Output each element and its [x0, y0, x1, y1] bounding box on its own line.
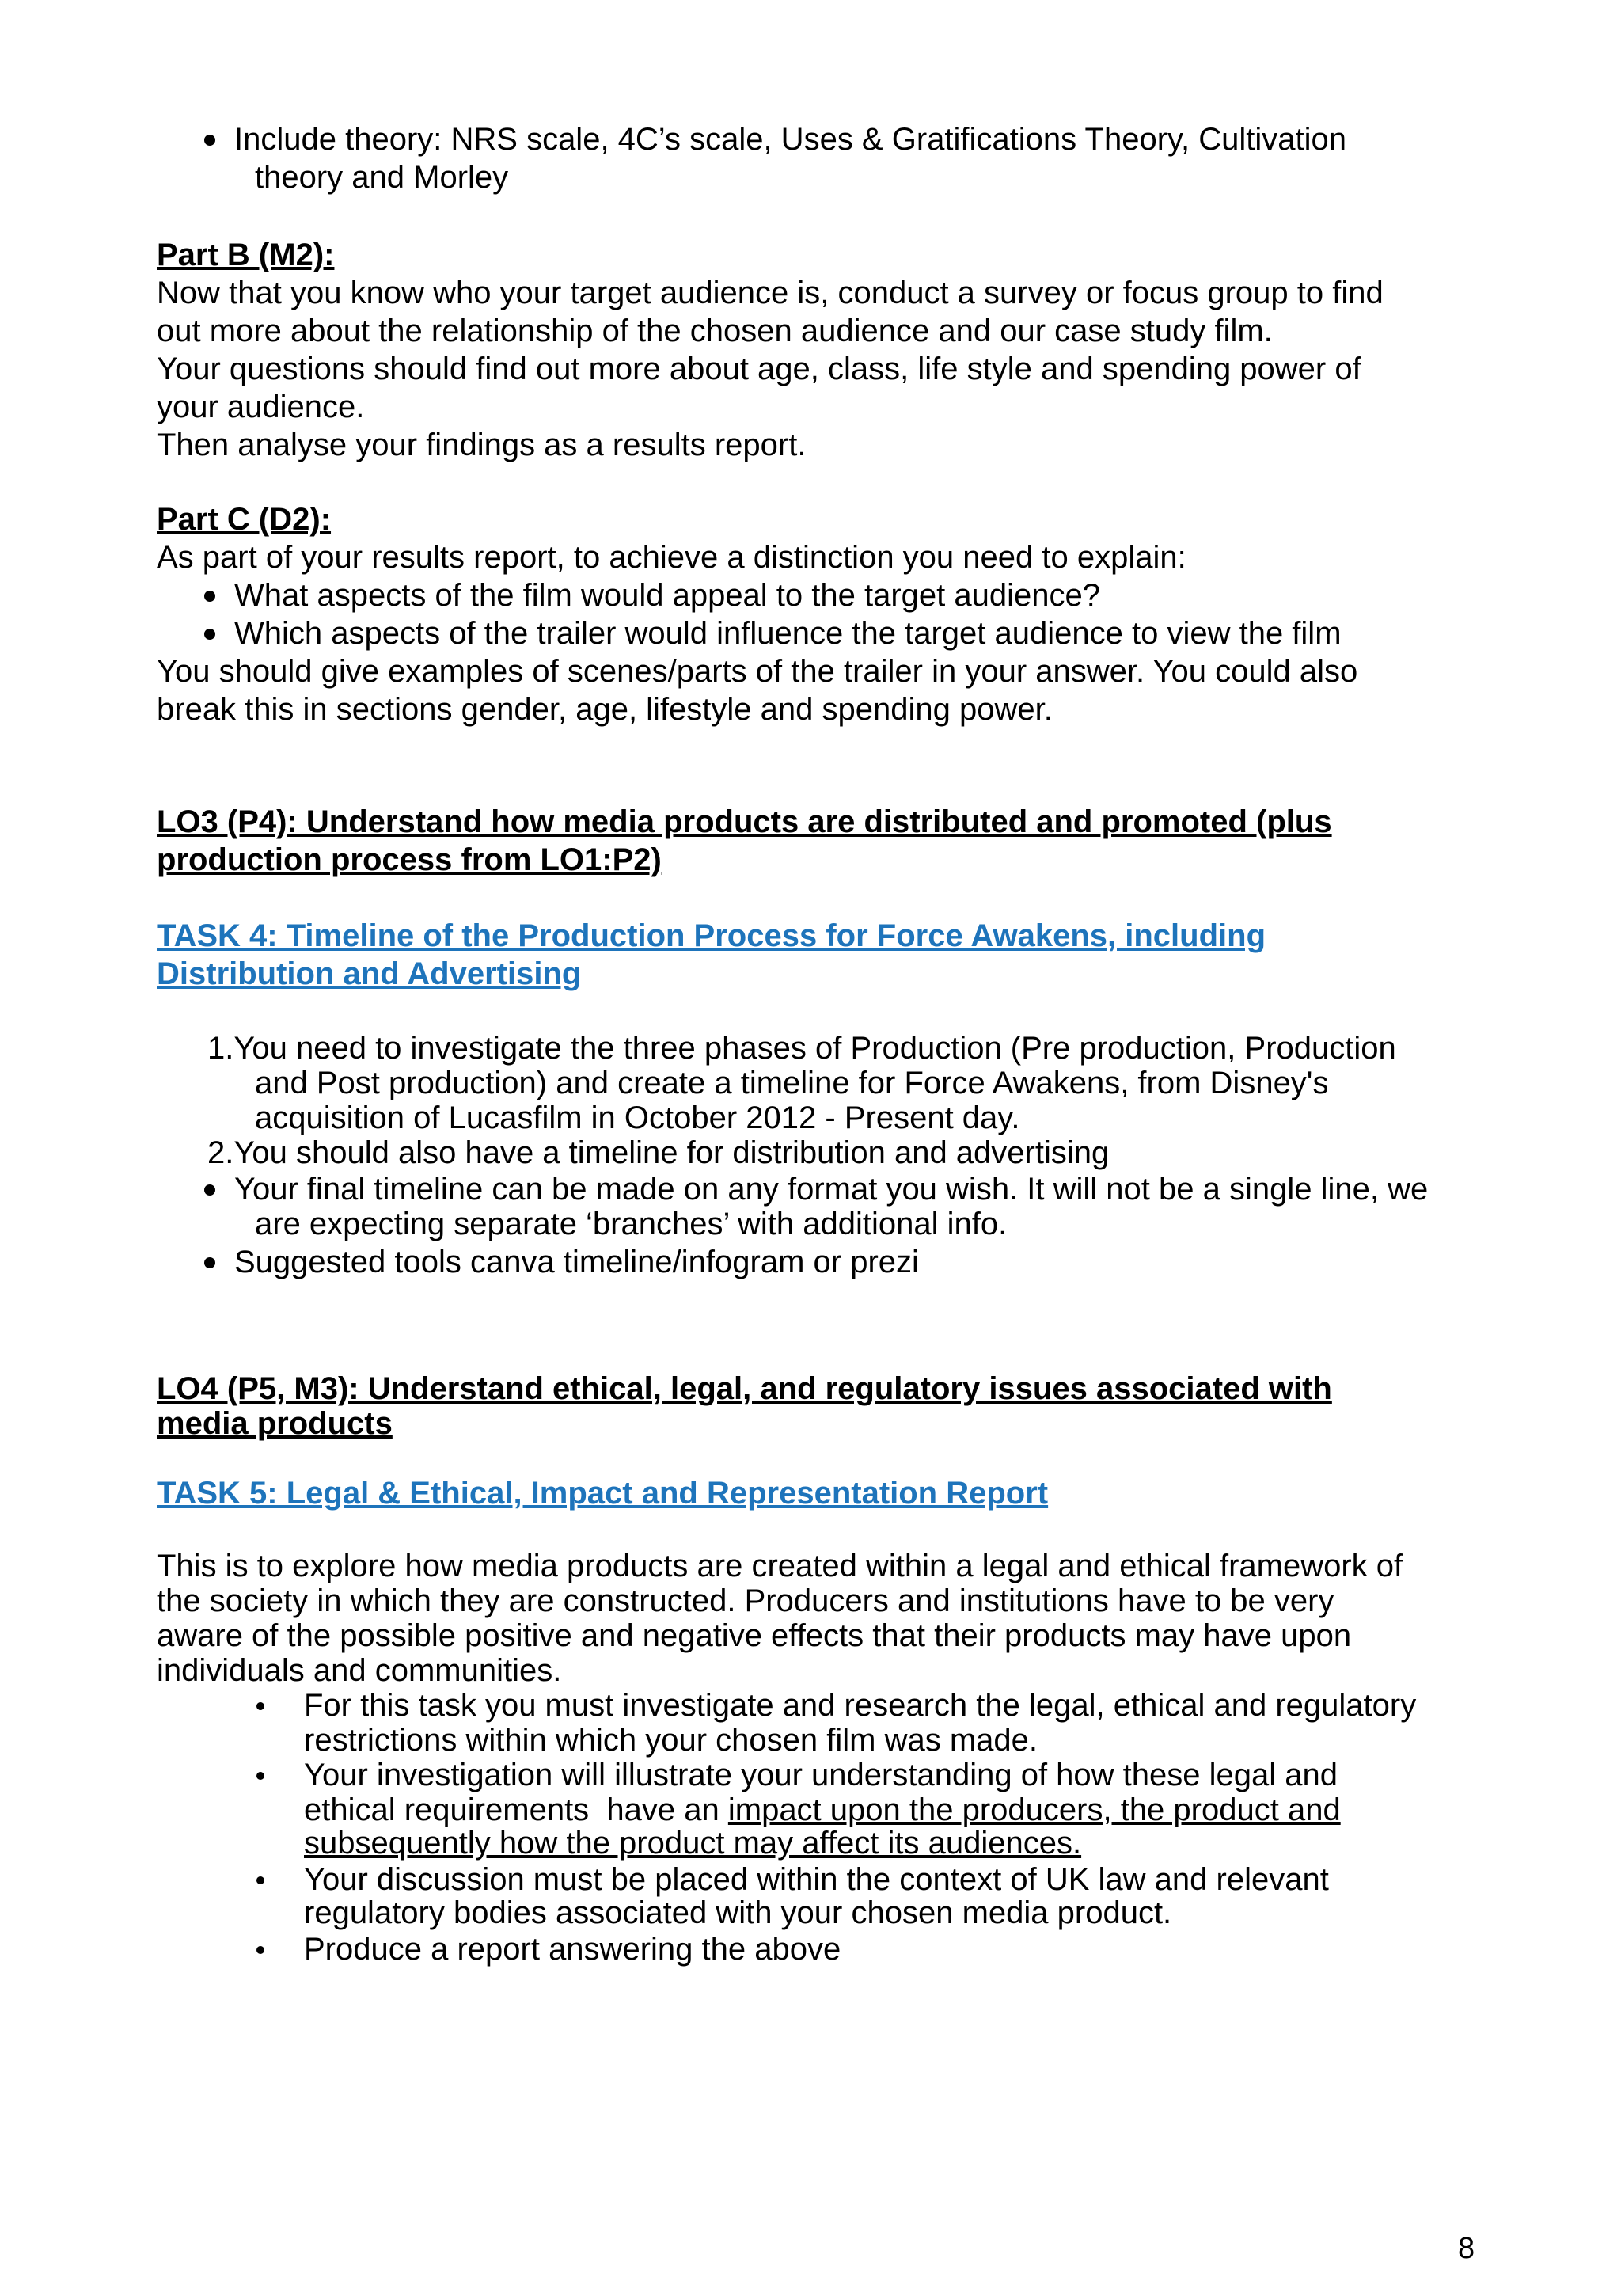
lo3-item-1-line-2: and Post production) and create a timeline for Force Awakens, from Disney's — [255, 1066, 1329, 1100]
bullet-dot-icon — [256, 1702, 264, 1710]
page-number: 8 — [1458, 2232, 1475, 2265]
lo4-bullet-4: Produce a report answering the above — [304, 1932, 841, 1967]
lo4-intro-line: individuals and communities. — [157, 1653, 562, 1688]
part-b-line: Your questions should find out more about age, class, life style and spending power of — [157, 352, 1361, 386]
lo4-bullet-3-line-1: Your discussion must be placed within the context of UK law and relevant — [304, 1862, 1329, 1897]
part-c-after — [157, 652, 1357, 728]
lo3-heading-line-2: production process from LO1:P2) — [157, 842, 662, 877]
part-b-text — [157, 274, 1384, 464]
lo4-bullet-1-line-2: restrictions within which your chosen film was made. — [304, 1723, 1038, 1758]
part-c-after-line: break this in sections gender, age, lifestyle and spending power. — [157, 692, 1053, 727]
lo4-bullet-2-underlined: impact upon the producers, the product and — [727, 1792, 1341, 1827]
bullet-dot-icon — [256, 1772, 264, 1780]
bullet-dot-icon — [256, 1876, 264, 1884]
part-b-line: Then analyse your findings as a results report. — [157, 428, 807, 462]
lo4-bullet-3-line-2: regulatory bodies associated with your chosen media product. — [304, 1895, 1172, 1930]
top-bullet-line-1: Include theory: NRS scale, 4C’s scale, Uses & Gratifications Theory, Cultivation — [234, 122, 1347, 157]
part-c-intro: As part of your results report, to achieve a distinction you need to explain: — [157, 540, 1186, 575]
lo3-item-1-line-1: 1.You need to investigate the three phases of Production (Pre production, Production — [207, 1031, 1396, 1066]
part-c-heading: Part C (D2): — [157, 502, 332, 537]
part-c-after-line: You should give examples of scenes/parts of the trailer in your answer. You could also — [157, 654, 1358, 689]
task-4-heading-line-1: TASK 4: Timeline of the Production Process for Force Awakens, including — [157, 918, 1266, 953]
lo3-item-1-line-3: acquisition of Lucasfilm in October 2012 - Present day. — [255, 1100, 1020, 1135]
lo4-intro-line: the society in which they are constructed. Producers and institutions have to be very — [157, 1583, 1334, 1618]
lo4-bullet-2-line-1: Your investigation will illustrate your understanding of how these legal and — [304, 1758, 1338, 1792]
lo3-heading-line-1: LO3 (P4): Understand how media products are distributed and promoted (plus — [157, 804, 1332, 839]
lo4-heading-line-2: media products — [157, 1406, 393, 1441]
bullet-dot-icon — [204, 1257, 215, 1268]
part-b-line: your audience. — [157, 390, 365, 424]
lo3-bullet-1-line-2: are expecting separate ‘branches’ with additional info. — [255, 1207, 1008, 1241]
top-bullet-line-2: theory and Morley — [255, 160, 509, 195]
lo4-intro-line: This is to explore how media products are created within a legal and ethical framework of — [157, 1549, 1403, 1583]
bullet-dot-icon — [204, 1184, 215, 1196]
lo4-bullet-1-line-1: For this task you must investigate and research the legal, ethical and regulatory — [304, 1688, 1417, 1723]
lo3-bullet-2: Suggested tools canva timeline/infogram or prezi — [234, 1245, 919, 1279]
lo4-intro-line: aware of the possible positive and negative effects that their products may have upon — [157, 1618, 1352, 1653]
lo3-bullet-1-line-1: Your final timeline can be made on any format you wish. It will not be a single line, we — [234, 1172, 1429, 1207]
lo4-intro — [157, 1549, 1403, 1688]
lo4-bullet-2-plain: ethical requirements have an — [304, 1792, 728, 1827]
bullet-dot-icon — [204, 629, 215, 640]
part-c-bullet-1: What aspects of the film would appeal to the target audience? — [234, 578, 1101, 613]
part-c-bullet-2: Which aspects of the trailer would influence the target audience to view the film — [234, 616, 1342, 651]
lo4-bullet-2-line-3: subsequently how the product may affect its audiences. — [304, 1826, 1082, 1861]
part-b-line: Now that you know who your target audience is, conduct a survey or focus group to find — [157, 276, 1384, 310]
lo4-heading-line-1: LO4 (P5, M3): Understand ethical, legal, and regulatory issues associated with — [157, 1371, 1332, 1406]
bullet-dot-icon — [256, 1946, 264, 1954]
lo3-item-2: 2.You should also have a timeline for distribution and advertising — [207, 1135, 1110, 1170]
part-b-line: out more about the relationship of the chosen audience and our case study film. — [157, 314, 1273, 348]
bullet-dot-icon — [204, 135, 215, 146]
task-5-heading: TASK 5: Legal & Ethical, Impact and Representation Report — [157, 1476, 1049, 1511]
task-4-heading-line-2: Distribution and Advertising — [157, 956, 582, 991]
lo4-bullet-2-line-2 — [304, 1791, 1341, 1829]
bullet-dot-icon — [204, 591, 215, 602]
part-b-heading: Part B (M2): — [157, 238, 335, 272]
